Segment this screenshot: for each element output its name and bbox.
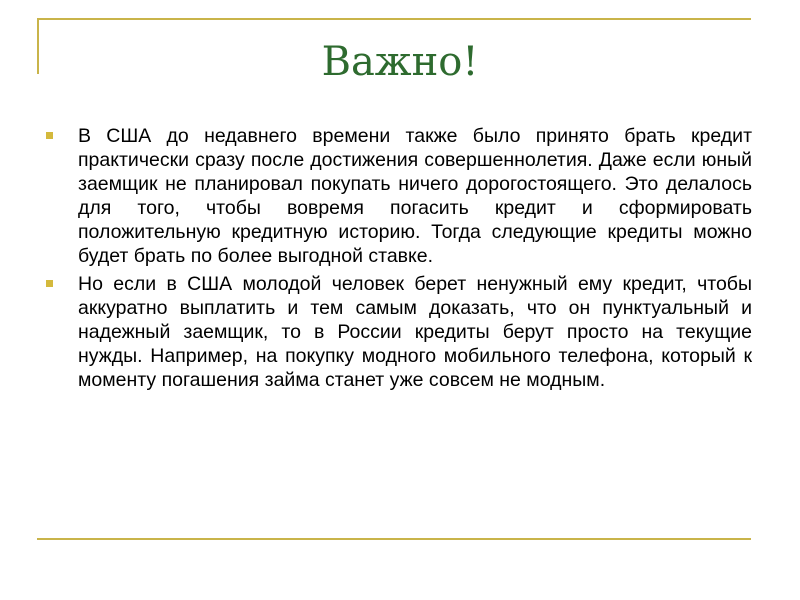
frame-top-line (37, 18, 751, 20)
frame-bottom-line (37, 538, 751, 540)
slide-title: Важно! (321, 39, 479, 85)
bullet-item (78, 124, 752, 268)
bullet-item (78, 272, 752, 392)
bullet-text: В США до недавнего времени также было принято брать кредит практически сразу после достижения совершеннолетия. Даже если юный заемщик не планировал покупать ничего дорогостоящего. Это делалось для того, чтобы вовремя погасить кредит и сформировать положительную кредитную историю. Тогда следующие кредиты можно будет брать по более выгодной ставке. (78, 125, 752, 267)
square-bullet-icon (46, 280, 53, 287)
square-bullet-icon (46, 132, 53, 139)
bullet-list (78, 124, 752, 396)
bullet-text: Но если в США молодой человек берет ненужный ему кредит, чтобы аккуратно выплатить и тем самым доказать, что он пунктуальный и надежный заемщик, то в России кредиты берут просто на текущие нужды. Например, на покупку модного мобильного телефона, который к моменту погашения займа станет уже совсем не модным. (78, 273, 752, 391)
